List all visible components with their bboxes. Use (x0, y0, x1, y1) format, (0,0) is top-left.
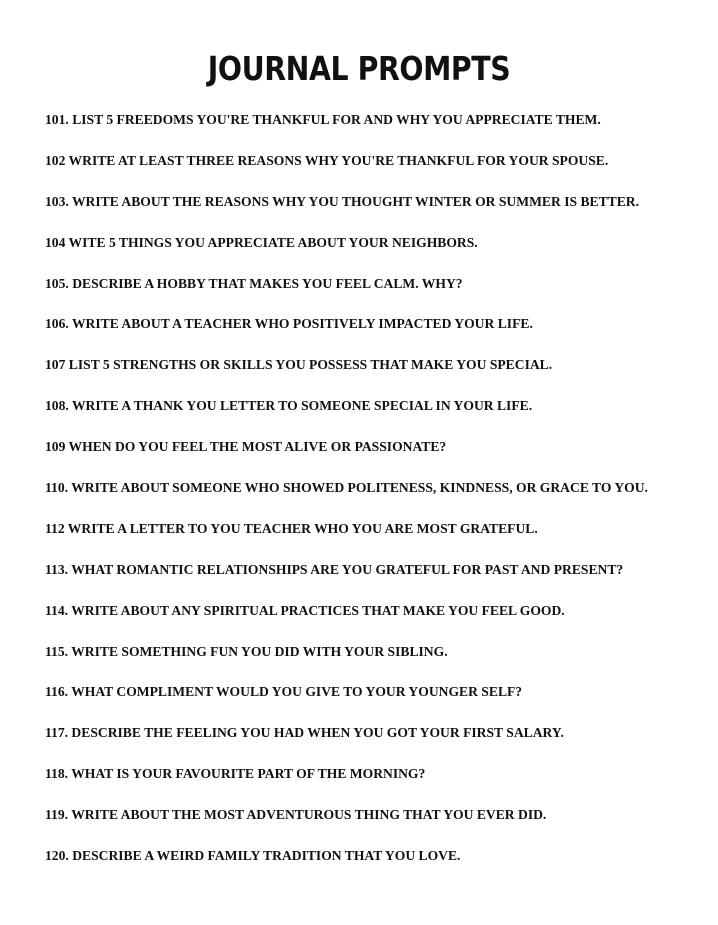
prompt-item: 103. WRITE ABOUT THE REASONS WHY YOU THOUGHT WINTER OR SUMMER IS BETTER. (45, 193, 639, 209)
prompt-item: 104 WITE 5 THINGS YOU APPRECIATE ABOUT YOUR NEIGHBORS. (45, 234, 478, 250)
prompt-item: 120. DESCRIBE A WEIRD FAMILY TRADITION THAT YOU LOVE. (45, 848, 461, 864)
prompt-item: 108. WRITE A THANK YOU LETTER TO SOMEONE SPECIAL IN YOUR LIFE. (45, 398, 533, 414)
prompt-item: 102 WRITE AT LEAST THREE REASONS WHY YOU'RE THANKFUL FOR YOUR SPOUSE. (45, 152, 609, 168)
prompt-item: 116. WHAT COMPLIMENT WOULD YOU GIVE TO YOUR YOUNGER SELF? (45, 684, 523, 700)
prompt-item: 109 WHEN DO YOU FEEL THE MOST ALIVE OR PASSIONATE? (45, 439, 447, 455)
prompt-item: 114. WRITE ABOUT ANY SPIRITUAL PRACTICES THAT MAKE YOU FEEL GOOD. (45, 602, 565, 618)
prompt-item: 106. WRITE ABOUT A TEACHER WHO POSITIVELY IMPACTED YOUR LIFE. (45, 316, 533, 332)
prompt-item: 101. LIST 5 FREEDOMS YOU'RE THANKFUL FOR AND WHY YOU APPRECIATE THEM. (45, 112, 601, 127)
prompt-item: 105. DESCRIBE A HOBBY THAT MAKES YOU FEEL CALM. WHY? (45, 275, 463, 291)
prompt-item: 118. WHAT IS YOUR FAVOURITE PART OF THE MORNING? (45, 766, 426, 782)
page-title: JOURNAL PROMPTS (207, 49, 511, 88)
prompt-item: 115. WRITE SOMETHING FUN YOU DID WITH YOUR SIBLING. (45, 643, 448, 659)
prompt-list (45, 110, 705, 887)
prompt-item: 119. WRITE ABOUT THE MOST ADVENTUROUS THING THAT YOU EVER DID. (45, 807, 547, 823)
prompt-item: 107 LIST 5 STRENGTHS OR SKILLS YOU POSSESS THAT MAKE YOU SPECIAL. (45, 357, 553, 373)
prompt-item: 117. DESCRIBE THE FEELING YOU HAD WHEN YOU GOT YOUR FIRST SALARY. (45, 725, 564, 741)
prompt-item: 112 WRITE A LETTER TO YOU TEACHER WHO YOU ARE MOST GRATEFUL. (45, 520, 538, 536)
prompt-item: 113. WHAT ROMANTIC RELATIONSHIPS ARE YOU GRATEFUL FOR PAST AND PRESENT? (45, 561, 624, 577)
prompt-item: 110. WRITE ABOUT SOMEONE WHO SHOWED POLITENESS, KINDNESS, OR GRACE TO YOU. (45, 480, 648, 496)
